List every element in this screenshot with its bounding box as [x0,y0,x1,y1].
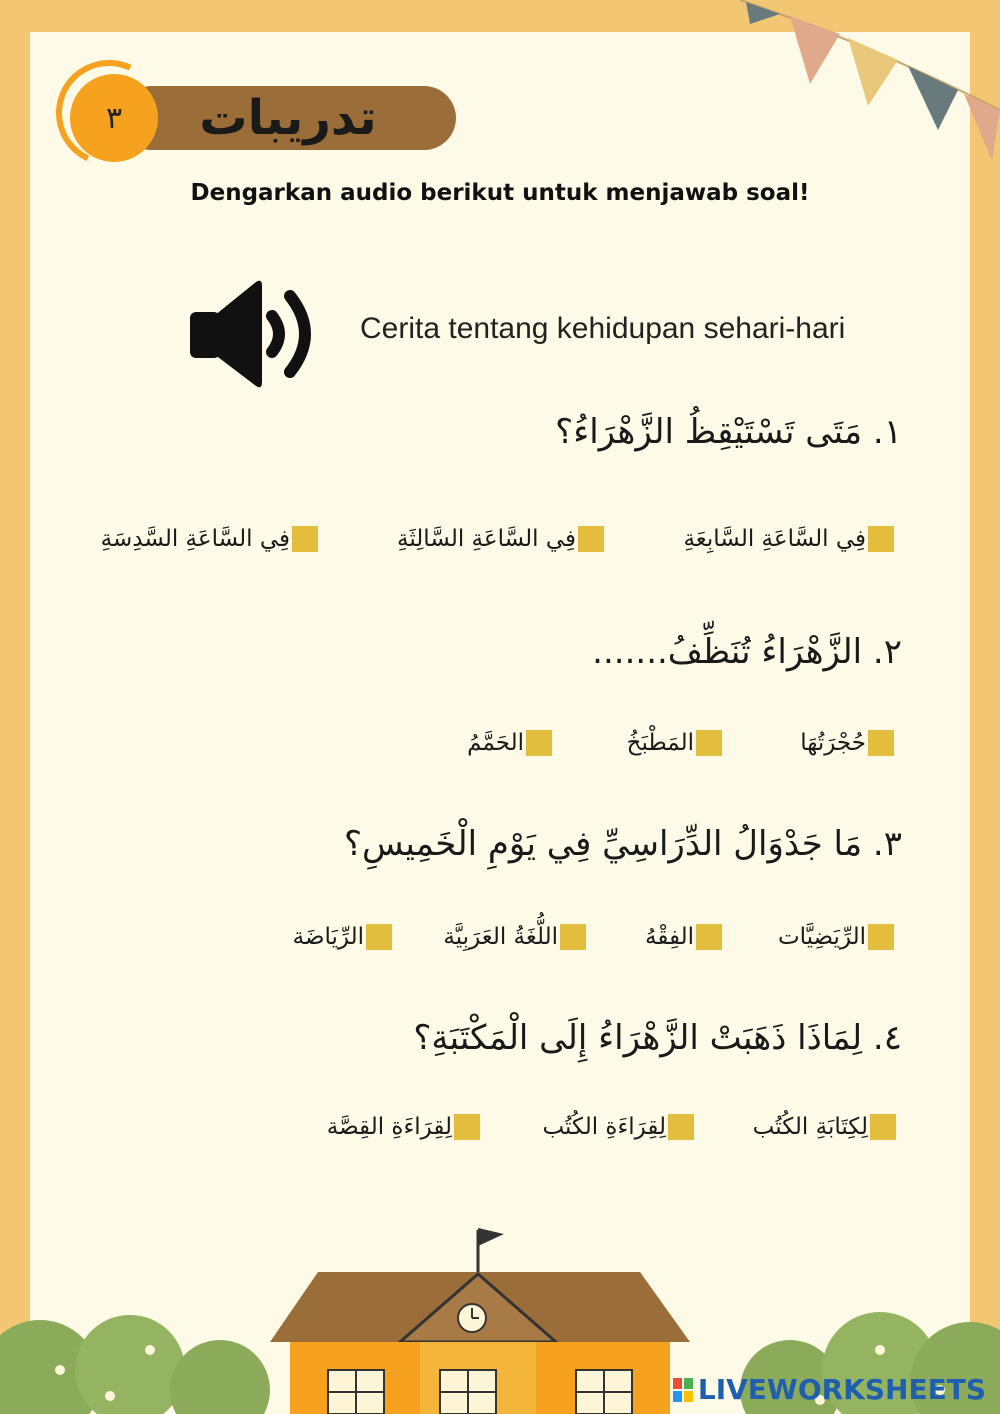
option-label: الحَمَّمُ [467,730,524,756]
checkbox[interactable] [578,526,604,552]
checkbox[interactable] [696,730,722,756]
q1-option-3[interactable] [101,526,318,552]
checkbox[interactable] [868,526,894,552]
checkbox[interactable] [454,1114,480,1140]
option-label: الفِقْهُ [645,924,694,950]
page-title: تدريبات [120,86,456,150]
checkbox[interactable] [366,924,392,950]
option-label: فِي السَّاعَةِ السَّدِسَةِ [100,526,290,552]
q1-option-2[interactable] [397,526,604,552]
liveworksheets-logo-icon [672,1376,694,1404]
option-label: لِقِرَاءَةِ القِصَّة [326,1114,452,1140]
q2-option-1[interactable] [800,730,894,756]
q3-option-4[interactable] [293,924,392,950]
question-1: ١. مَتَى تَسْتَيْقِظُ الزَّهْرَاءُ؟ [555,412,902,452]
liveworksheets-watermark [672,1373,986,1406]
watermark-text: LIVEWORKSHEETS [697,1373,986,1406]
q1-option-1[interactable] [683,526,894,552]
option-label: فِي السَّاعَةِ السَّالِثَةِ [397,526,576,552]
q4-option-3[interactable] [327,1114,480,1140]
bunting-decoration [740,0,1000,200]
q2-option-3[interactable] [467,730,552,756]
q4-option-2[interactable] [542,1114,694,1140]
q4-option-1[interactable] [753,1114,896,1140]
instruction-text: Dengarkan audio berikut untuk menjawab soal! [190,180,810,206]
checkbox[interactable] [292,526,318,552]
option-label: فِي السَّاعَةِ السَّابِعَةِ [683,526,866,552]
worksheet-page [30,32,970,1414]
checkbox[interactable] [560,924,586,950]
q3-option-2[interactable] [645,924,722,950]
option-label: الرِّيَاضَة [292,924,364,950]
checkbox[interactable] [668,1114,694,1140]
q3-option-1[interactable] [778,924,894,950]
question-2: ٢. الزَّهْرَاءُ تُنَظِّفُ....... [592,632,902,672]
option-label: لِقِرَاءَةِ الكُتُب [542,1114,666,1140]
option-label: حُجْرَتُهَا [800,730,866,756]
checkbox[interactable] [526,730,552,756]
q3-option-3[interactable] [443,924,586,950]
option-label: اللُّغَةُ العَرَبِيَّة [443,924,558,950]
question-3: ٣. مَا جَدْوَالُ الدِّرَاسِيِّ فِي يَوْمِ الْخَمِيسِ؟ [344,824,902,864]
checkbox[interactable] [868,924,894,950]
question-4: ٤. لِمَاذَا ذَهَبَتْ الزَّهْرَاءُ إِلَى الْمَكْتَبَةِ؟ [413,1018,902,1058]
checkbox[interactable] [868,730,894,756]
option-label: المَطْبَخُ [626,730,694,756]
checkbox[interactable] [870,1114,896,1140]
option-label: الرِّيَضِيَّات [777,924,866,950]
speaker-icon[interactable] [186,276,320,392]
exercise-number-badge: ٣ [70,74,158,162]
checkbox[interactable] [696,924,722,950]
audio-caption: Cerita tentang kehidupan sehari-hari [360,312,846,345]
option-label: لِكِتَابَةِ الكُتُب [752,1114,868,1140]
q2-option-2[interactable] [627,730,722,756]
